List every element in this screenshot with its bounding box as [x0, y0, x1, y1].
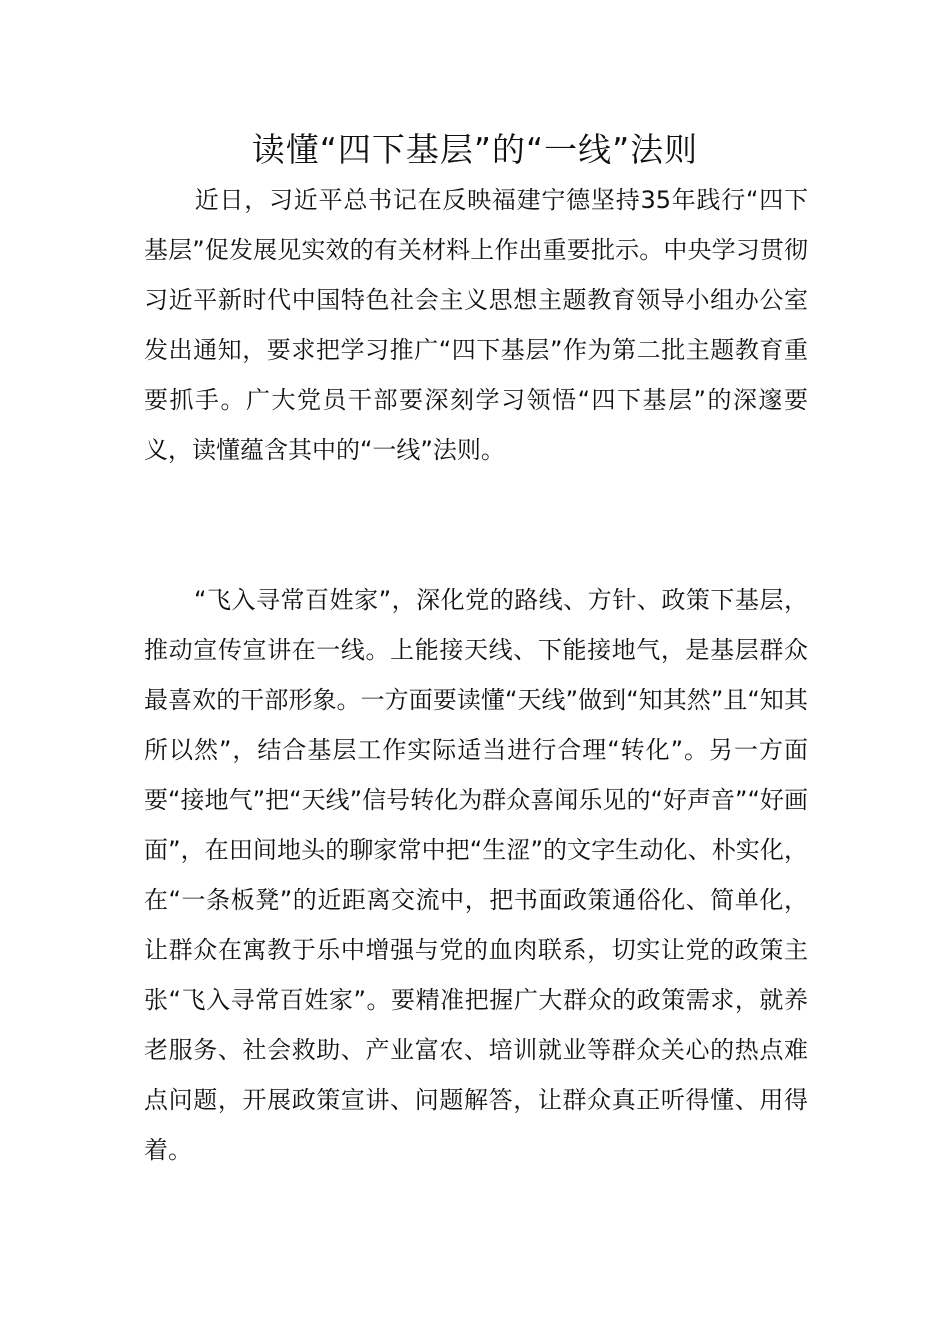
document-title: 读懂“四下基层”的“一线”法则	[251, 130, 699, 169]
paragraph-text: 近日，习近平总书记在反映福建宁德坚持35年践行“四下基层”促发展见实效的有关材料上作出重要批示。中央学习贯彻习近平新时代中国特色社会主义思想主题教育领导小组办公室发出通知，要求把学习推广“四下基层”作为第二批主题教育重要抓手。广大党员干部要深刻学习领悟“四下基层”的深邃要义，读懂蕴含其中的“一线”法则。	[144, 186, 808, 464]
paragraph-body	[144, 575, 808, 1175]
paragraph-text: “飞入寻常百姓家”，深化党的路线、方针、政策下基层，推动宣传宣讲在一线。上能接天线、下能接地气，是基层群众最喜欢的干部形象。一方面要读懂“天线”做到“知其然”且“知其所以然”，结合基层工作实际适当进行合理“转化”。另一方面要“接地气”把“天线”信号转化为群众喜闻乐见的“好声音”“好画面”，在田间地头的聊家常中把“生涩”的文字生动化、朴实化，在“一条板凳”的近距离交流中，把书面政策通俗化、简单化，让群众在寓教于乐中增强与党的血肉联系，切实让党的政策主张“飞入寻常百姓家”。要精准把握广大群众的政策需求，就养老服务、社会救助、产业富农、培训就业等群众关心的热点难点问题，开展政策宣讲、问题解答，让群众真正听得懂、用得着。	[144, 586, 808, 1164]
paragraph-intro	[144, 175, 808, 475]
